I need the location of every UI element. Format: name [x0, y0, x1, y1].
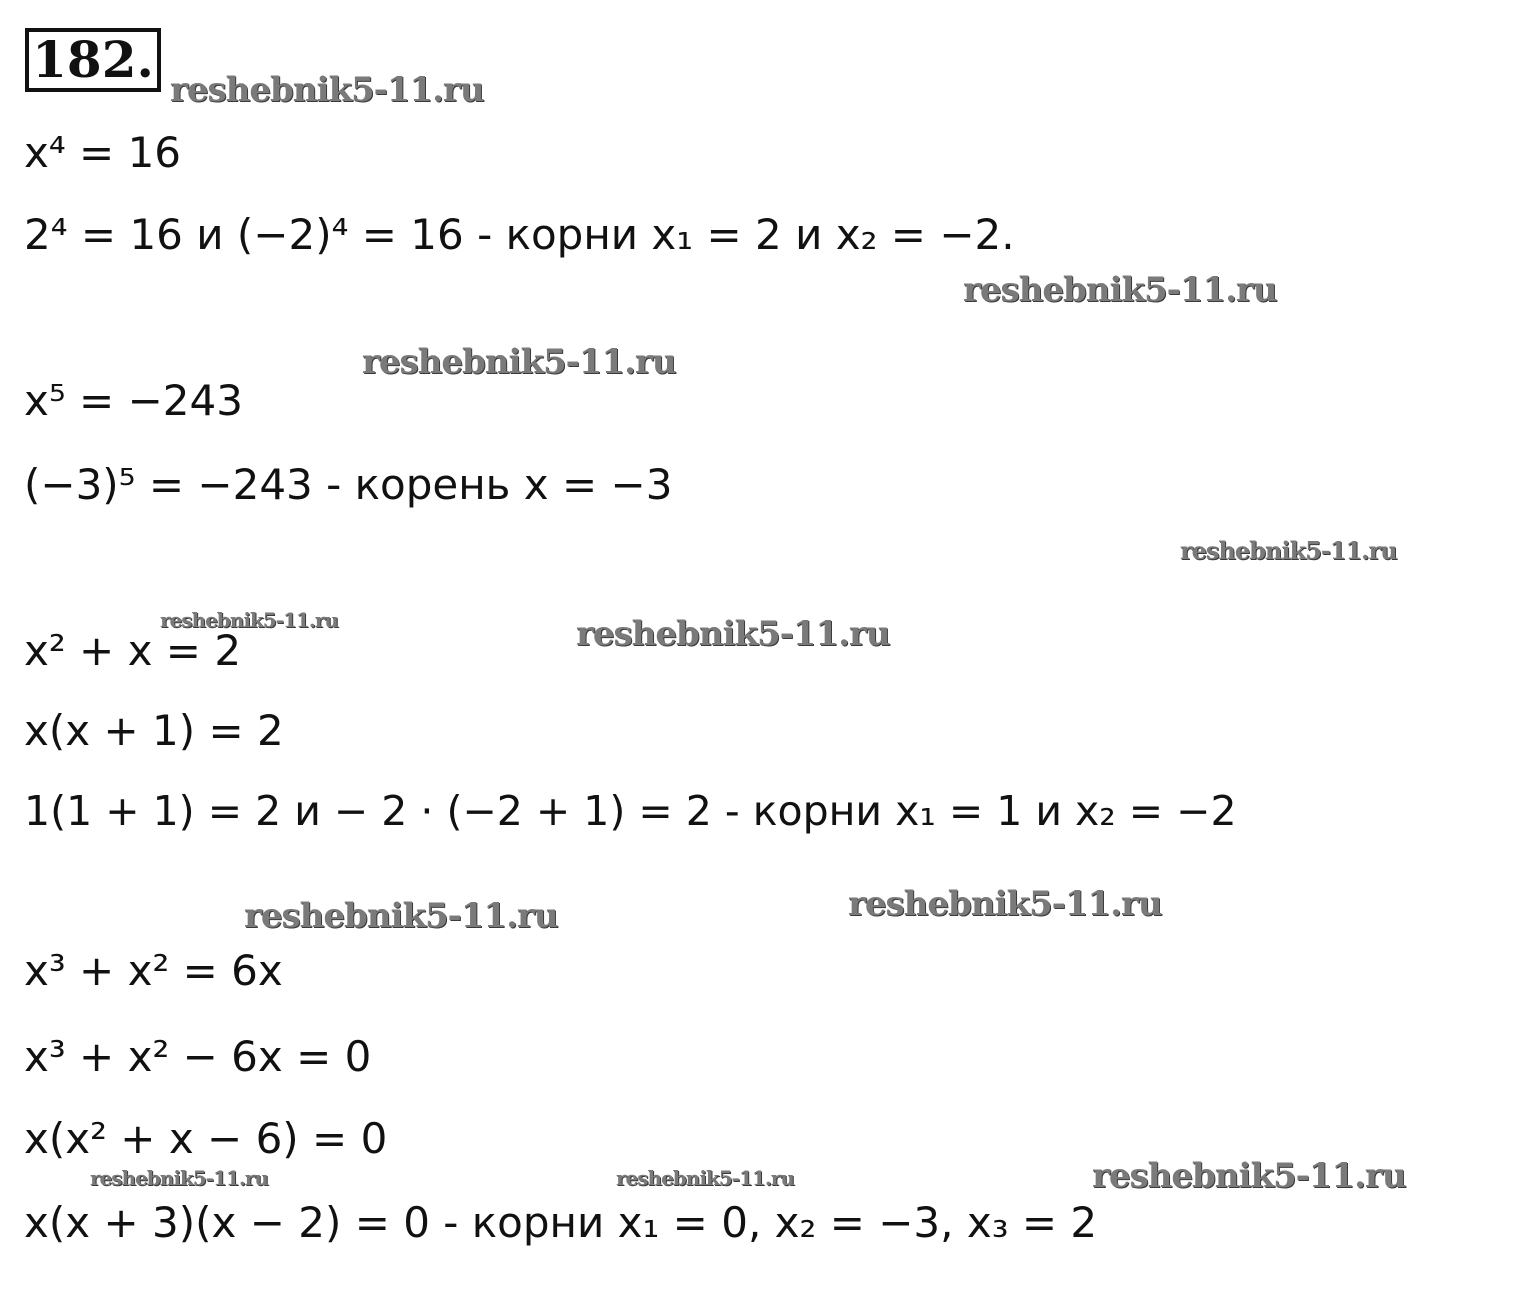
- watermark: reshebnik5-11.ru: [362, 342, 676, 382]
- part4-factored: x(x² + x − 6) = 0: [24, 1114, 388, 1163]
- part2-equation: x⁵ = −243: [24, 376, 243, 425]
- part4-solution: x(x + 3)(x − 2) = 0 - корни x₁ = 0, x₂ = −3, x₃ = 2: [24, 1198, 1098, 1247]
- part3-factored: x(x + 1) = 2: [24, 706, 284, 755]
- watermark: reshebnik5-11.ru: [616, 1166, 794, 1190]
- part4-rearranged: x³ + x² − 6x = 0: [24, 1032, 372, 1081]
- watermark: reshebnik5-11.ru: [848, 884, 1162, 924]
- problem-number-box: 182.: [25, 28, 161, 92]
- watermark: reshebnik5-11.ru: [170, 70, 484, 110]
- part1-equation: x⁴ = 16: [24, 128, 182, 177]
- watermark: reshebnik5-11.ru: [963, 270, 1277, 310]
- part3-solution: 1(1 + 1) = 2 и − 2 · (−2 + 1) = 2 - корни x₁ = 1 и x₂ = −2: [24, 787, 1237, 835]
- watermark: reshebnik5-11.ru: [160, 608, 338, 632]
- watermark: reshebnik5-11.ru: [576, 614, 890, 654]
- part3-equation: x² + x = 2: [24, 626, 242, 675]
- watermark: reshebnik5-11.ru: [1180, 536, 1397, 565]
- part1-solution: 2⁴ = 16 и (−2)⁴ = 16 - корни x₁ = 2 и x₂ = −2.: [24, 210, 1015, 259]
- watermark: reshebnik5-11.ru: [1092, 1156, 1406, 1196]
- watermark: reshebnik5-11.ru: [90, 1166, 268, 1190]
- part2-solution: (−3)⁵ = −243 - корень x = −3: [24, 460, 673, 509]
- part4-equation: x³ + x² = 6x: [24, 946, 283, 995]
- watermark: reshebnik5-11.ru: [244, 896, 558, 936]
